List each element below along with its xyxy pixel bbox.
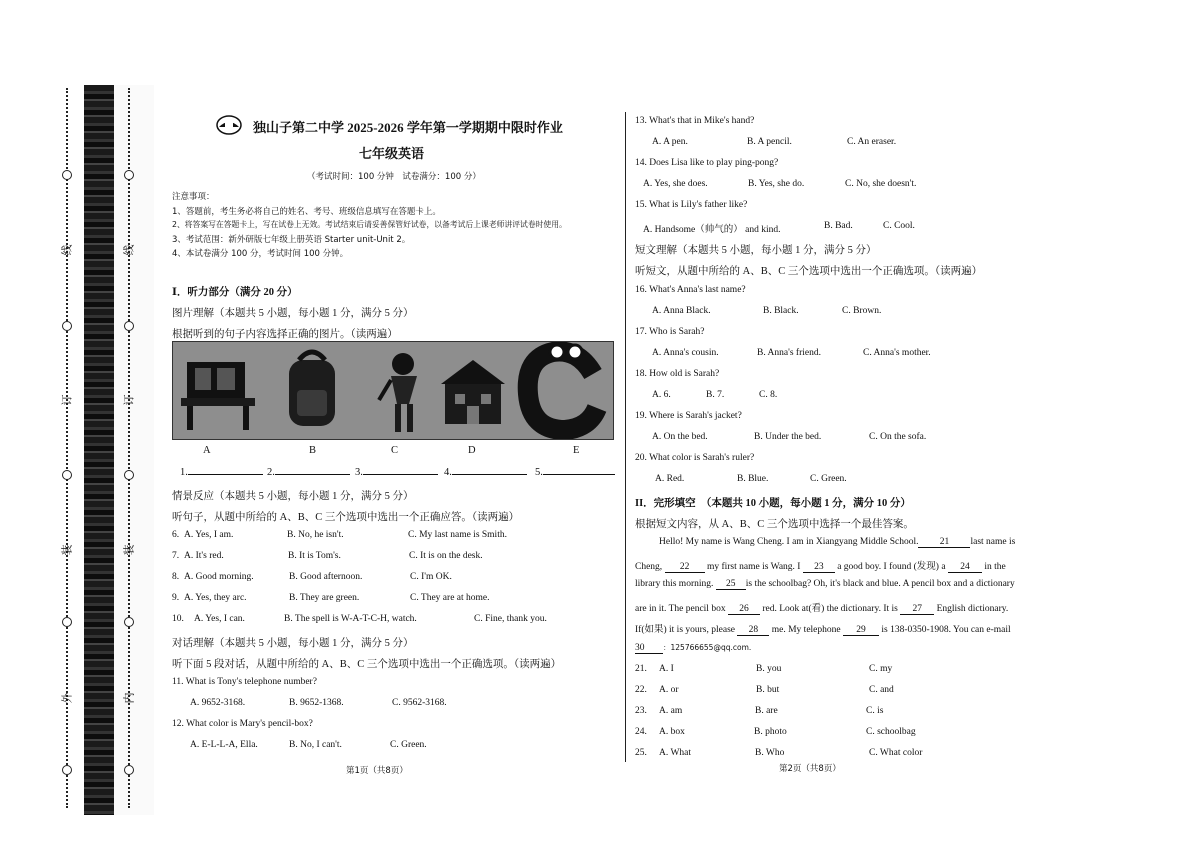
question-14-option-c[interactable]: C. No, she doesn't. (845, 179, 917, 189)
question-24-option-c[interactable]: C. schoolbag (866, 727, 916, 737)
note-item: 3、考试范围：新外研版七年级上册英语 Starter unit-Unit 2。 (172, 235, 411, 245)
question-25-option-c[interactable]: C. What color (869, 748, 923, 758)
question-number: 21. (635, 664, 647, 674)
binding-hole (124, 765, 134, 775)
question-16-option-a[interactable]: A. Anna Black. (652, 306, 711, 316)
seal-label-mount: 装 (122, 544, 136, 556)
question-18-option-a[interactable]: A. 6. (652, 390, 671, 400)
binding-hole (62, 321, 72, 331)
question-19-text: 19. Where is Sarah's jacket? (635, 411, 742, 421)
seal-label-line: 线 (122, 244, 136, 256)
question-22-option-b[interactable]: B. but (756, 685, 780, 695)
question-11-text: 11. What is Tony's telephone number? (172, 677, 317, 687)
question-6-option-a[interactable]: A. Yes, I am. (184, 530, 234, 540)
question-24-option-a[interactable]: A. box (659, 727, 685, 737)
page-footer: 第2页（共8页） (779, 764, 841, 774)
question-number: 25. (635, 748, 647, 758)
question-18-option-b[interactable]: B. 7. (706, 390, 725, 400)
blank-number: 2. (267, 467, 275, 478)
question-12-option-c[interactable]: C. Green. (390, 740, 427, 750)
question-13-text: 13. What's that in Mike's hand? (635, 116, 755, 126)
question-number: 22. (635, 685, 647, 695)
question-11-option-c[interactable]: C. 9562-3168. (392, 698, 447, 708)
seal-label-inner: 内 (122, 692, 136, 704)
cloze-line-4 (635, 600, 1008, 615)
question-21-option-b[interactable]: B. you (756, 664, 782, 674)
picture-label-c: C (391, 445, 399, 456)
question-16-text: 16. What's Anna's last name? (635, 285, 746, 295)
question-number: 23. (635, 706, 647, 716)
question-6-option-a: 6. (172, 530, 180, 540)
question-24-option-b[interactable]: B. photo (754, 727, 787, 737)
question-number: 9. (172, 593, 180, 603)
blank-number: 5. (535, 467, 543, 478)
question-11-option-a[interactable]: A. 9652-3168. (190, 698, 246, 708)
question-7-option-a[interactable]: A. It's red. (184, 551, 224, 561)
cloze-line-3 (635, 579, 1015, 590)
part-picture-title: 图片理解（本题共 5 小题，每小题 1 分，满分 5 分） (172, 308, 414, 319)
question-number: 24. (635, 727, 647, 737)
picture-c-girl (379, 353, 417, 432)
question-20-option-b[interactable]: B. Blue. (737, 474, 769, 484)
column-divider (625, 112, 626, 762)
answer-line[interactable] (452, 474, 527, 475)
cloze-text: me. My telephone (771, 625, 841, 635)
part-dialogue-title: 对话理解（本题共 5 小题，每小题 1 分，满分 5 分） (172, 638, 414, 649)
school-logo-icon (216, 114, 242, 136)
cloze-text: in the (984, 562, 1006, 572)
question-17-option-c[interactable]: C. Anna's mother. (863, 348, 931, 358)
section-cloze-instructions: 根据短文内容，从 A、B、C 三个选项中选择一个最佳答案。 (635, 519, 914, 530)
answer-line[interactable] (543, 474, 615, 475)
page-footer: 第1页（共8页） (346, 766, 408, 776)
cloze-text: my first name is Wang. I (706, 562, 801, 572)
question-20-option-a[interactable]: A. Red. (655, 474, 685, 484)
picture-strip (172, 341, 614, 440)
answer-line[interactable] (188, 474, 263, 475)
section-listening-title: Ⅰ．听力部分（满分 20 分） (172, 287, 298, 298)
question-9-option-b[interactable]: B. They are green. (289, 593, 360, 603)
blank-number: 3. (355, 467, 363, 478)
question-23-option-a[interactable]: A. am (659, 706, 683, 716)
question-25-option-b[interactable]: B. Who (755, 748, 785, 758)
binding-strip-shadow (84, 85, 114, 815)
picture-d-house (441, 360, 505, 424)
note-item: 4、本试卷满分 100 分，考试时间 100 分钟。 (172, 249, 349, 259)
part-dialogue-instructions: 听下面 5 段对话，从题中所给的 A、B、C 三个选项中选出一个正确选项。（读两遍） (172, 659, 562, 670)
cloze-blank-25[interactable]: 25 (716, 579, 746, 590)
question-15-text: 15. What is Lily's father like? (635, 200, 748, 210)
note-item: 1、答题前，考生务必将自己的姓名、考号、班级信息填写在答题卡上。 (172, 207, 441, 217)
school-title: 独山子第二中学 2025-2026 学年第一学期期中限时作业 (253, 120, 563, 135)
question-20-text: 20. What color is Sarah's ruler? (635, 453, 755, 463)
question-18-option-c[interactable]: C. 8. (759, 390, 778, 400)
question-16-option-b[interactable]: B. Black. (763, 306, 799, 316)
picture-b-schoolbag (289, 352, 335, 426)
cloze-text: a good boy. I found (发现) a (837, 562, 946, 572)
seal-label-bind: 订 (122, 394, 136, 406)
cloze-text: red. Look at(看) the dictionary. It is (762, 604, 898, 614)
question-number: 8. (172, 572, 180, 582)
question-19-option-c[interactable]: C. On the sofa. (869, 432, 927, 442)
seal-label-bind: 订 (60, 394, 74, 406)
question-15-option-b[interactable]: B. Bad. (824, 221, 853, 231)
cloze-text: library this morning. (635, 579, 714, 589)
question-17-option-b[interactable]: B. Anna's friend. (757, 348, 821, 358)
question-17-option-a[interactable]: A. Anna's cousin. (652, 348, 719, 358)
question-7-option-c[interactable]: C. It is on the desk. (409, 551, 483, 561)
question-13-option-c[interactable]: C. An eraser. (847, 137, 897, 147)
cloze-text: Hello! My name is Wang Cheng. I am in Xiangyang Middle School. (659, 537, 919, 547)
question-10-option-b[interactable]: B. The spell is W-A-T-C-H, watch. (284, 614, 417, 624)
question-8-option-a[interactable]: A. Good morning. (184, 572, 254, 582)
question-number: 10. (172, 614, 184, 624)
picture-label-e: E (573, 445, 580, 456)
question-8-option-b[interactable]: B. Good afternoon. (289, 572, 363, 582)
seal-label-outer: 外 (60, 692, 74, 704)
question-15-option-a[interactable]: A. Handsome（帅气的） and kind. (643, 225, 781, 235)
cloze-blank-26[interactable]: 26 (728, 604, 760, 615)
part-picture-instructions: 根据听到的句子内容选择正确的图片。（读两遍） (172, 329, 398, 340)
section-cloze-title: II．完形填空 （本题共 10 小题，每小题 1 分，满分 10 分） (635, 498, 911, 509)
answer-blank-2 (267, 467, 350, 478)
question-16-option-c[interactable]: C. Brown. (842, 306, 882, 316)
binding-hole (62, 617, 72, 627)
cloze-blank-27[interactable]: 27 (900, 604, 934, 615)
cloze-blank-23[interactable]: 23 (803, 562, 835, 573)
binding-strip (114, 85, 154, 815)
question-12-option-b[interactable]: B. No, I can't. (289, 740, 342, 750)
question-17-text: 17. Who is Sarah? (635, 327, 705, 337)
question-10-option-c[interactable]: C. Fine, thank you. (474, 614, 547, 624)
question-12-option-a[interactable]: A. E-L-L-A, Ella. (190, 740, 258, 750)
cloze-blank-29[interactable]: 29 (843, 625, 879, 636)
listening-pictures (173, 342, 613, 439)
picture-label-d: D (468, 445, 476, 456)
question-15-option-c[interactable]: C. Cool. (883, 221, 915, 231)
cloze-text: Cheng, (635, 562, 663, 572)
answer-line[interactable] (363, 474, 438, 475)
question-20-option-c[interactable]: C. Green. (810, 474, 847, 484)
question-21-option-a[interactable]: A. I (659, 664, 674, 674)
question-6-option-c[interactable]: C. My last name is Smith. (408, 530, 507, 540)
question-9-option-a[interactable]: A. Yes, they arc. (184, 593, 247, 603)
cloze-text: If(如果) it is yours, please (635, 625, 735, 635)
question-9-option-c[interactable]: C. They are at home. (410, 593, 490, 603)
binding-hole (124, 321, 134, 331)
part-passage-instructions: 听短文，从题中所给的 A、B、C 三个选项中选出一个正确选项。（读两遍） (635, 266, 983, 277)
question-13-option-b[interactable]: B. A pencil. (747, 137, 792, 147)
question-14-option-a[interactable]: A. Yes, she does. (643, 179, 708, 189)
cloze-text: English dictionary. (936, 604, 1009, 614)
question-14-text: 14. Does Lisa like to play ping-pong? (635, 158, 779, 168)
cloze-blank-22[interactable]: 22 (665, 562, 705, 573)
notes-heading: 注意事项： (172, 192, 215, 202)
binding-hole (62, 470, 72, 480)
answer-blank-1 (180, 467, 263, 478)
blank-number: 4. (444, 467, 452, 478)
part-situation-title: 情景反应（本题共 5 小题，每小题 1 分，满分 5 分） (172, 491, 414, 502)
cloze-blank-30[interactable]: 30 (635, 643, 663, 654)
cloze-blank-21[interactable]: 21 (918, 537, 970, 548)
picture-a-desk (181, 362, 255, 430)
binding-hole (124, 170, 134, 180)
cloze-text: is 138-0350-1908. You can e-mail (881, 625, 1011, 635)
picture-label-b: B (309, 445, 317, 456)
answer-line[interactable] (275, 474, 350, 475)
binding-hole (62, 170, 72, 180)
binding-hole (124, 617, 134, 627)
cloze-line-6 (635, 642, 751, 654)
blank-number: 1. (180, 467, 188, 478)
question-14-option-b[interactable]: B. Yes, she do. (748, 179, 805, 189)
question-22-option-a[interactable]: A. or (659, 685, 679, 695)
question-8-option-c[interactable]: C. I'm OK. (410, 572, 452, 582)
cloze-text: are in it. The pencil box (635, 604, 726, 614)
question-10-option-a[interactable]: A. Yes, I can. (194, 614, 245, 624)
question-11-option-b[interactable]: B. 9652-1368. (289, 698, 344, 708)
exam-info: （考试时间：100 分钟 试卷满分：100 分） (307, 172, 481, 182)
question-25-option-a[interactable]: A. What (659, 748, 692, 758)
cloze-line-2 (635, 558, 1006, 573)
cloze-line-1 (659, 537, 1015, 548)
email-address: ：125766655@qq.com. (663, 643, 752, 652)
question-number: 7. (172, 551, 180, 561)
picture-label-a: A (203, 445, 211, 456)
picture-e-letter-c (528, 345, 597, 430)
question-21-option-c[interactable]: C. my (869, 664, 893, 674)
seal-label-line: 线 (60, 244, 74, 256)
question-22-option-c[interactable]: C. and (869, 685, 894, 695)
answer-blank-5 (535, 467, 615, 478)
cloze-blank-24[interactable]: 24 (948, 562, 982, 573)
binding-hole (124, 470, 134, 480)
question-7-option-b[interactable]: B. It is Tom's. (288, 551, 341, 561)
cloze-text: last name is (970, 537, 1016, 547)
binding-hole (62, 765, 72, 775)
question-18-text: 18. How old is Sarah? (635, 369, 720, 379)
question-19-option-a[interactable]: A. On the bed. (652, 432, 708, 442)
answer-blank-3 (355, 467, 438, 478)
answer-blank-4 (444, 467, 527, 478)
cloze-text: is the schoolbag? Oh, it's black and blue. A pencil box and a dictionary (745, 579, 1015, 589)
question-23-option-b[interactable]: B. are (755, 706, 778, 716)
question-12-text: 12. What color is Mary's pencil-box? (172, 719, 313, 729)
subject-title: 七年级英语 (359, 146, 425, 161)
question-13-option-a[interactable]: A. A pen. (652, 137, 688, 147)
seal-label-mount: 装 (60, 544, 74, 556)
part-situation-instructions: 听句子，从题中所给的 A、B、C 三个选项中选出一个正确应答。（读两遍） (172, 512, 520, 523)
cloze-blank-28[interactable]: 28 (737, 625, 769, 636)
note-item: 2、将答案写在答题卡上，写在试卷上无效。考试结束后请妥善保管好试卷，以备考试后上课老师讲评试卷时使用。 (172, 220, 567, 229)
question-6-option-b[interactable]: B. No, he isn't. (287, 530, 344, 540)
part-passage-title: 短文理解（本题共 5 小题，每小题 1 分，满分 5 分） (635, 245, 877, 256)
question-19-option-b[interactable]: B. Under the bed. (754, 432, 822, 442)
cloze-line-5 (635, 621, 1011, 636)
question-23-option-c[interactable]: C. is (866, 706, 884, 716)
